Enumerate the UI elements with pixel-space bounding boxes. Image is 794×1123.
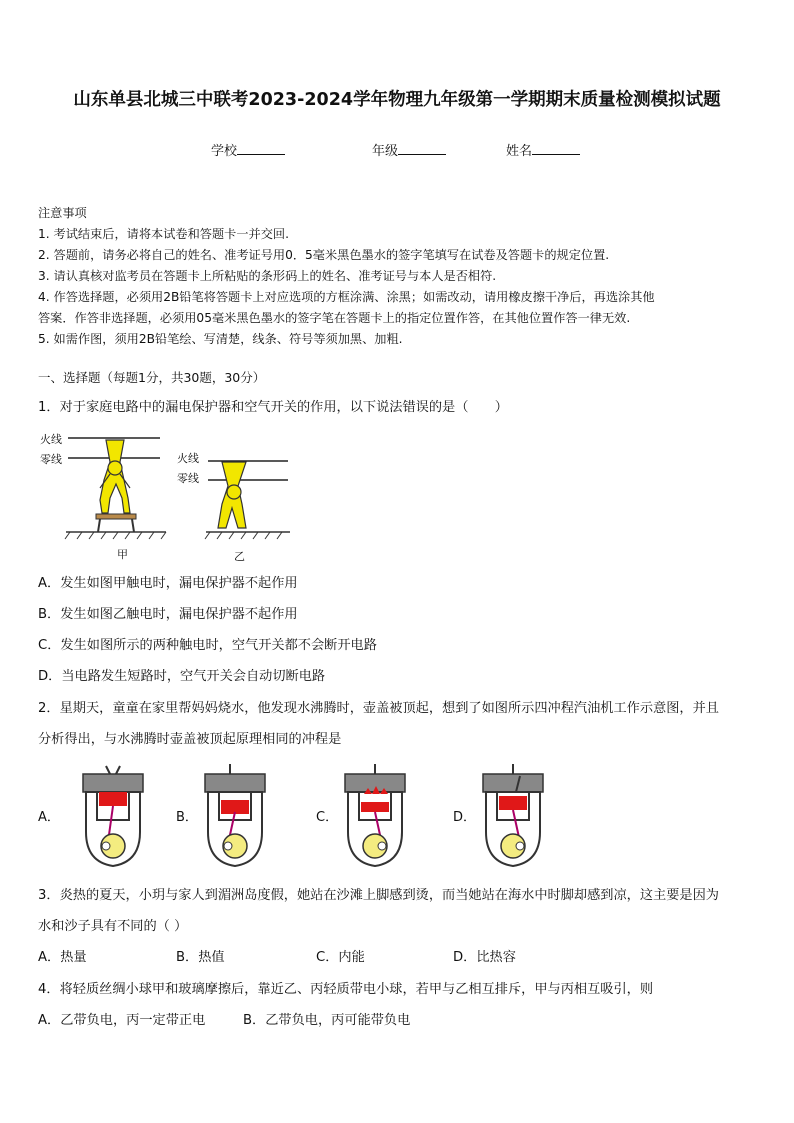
live-wire-label-a: 火线 xyxy=(40,433,62,446)
q4-stem: 4．将轻质丝绸小球甲和玻璃摩擦后，靠近乙、丙轻质带电小球，若甲与乙相互排斥，甲与丙相互吸引，则 xyxy=(38,982,654,997)
exam-title: 山东单县北城三中联考2023-2024学年物理九年级第一学期期末质量检测模拟试题 xyxy=(73,90,721,110)
q2-stem-line1: 2．星期天，童童在家里帮妈妈烧水，他发现水沸腾时，壶盖被顶起，想到了如图所示四冲程汽油机工作示意图，并且 xyxy=(38,701,719,716)
q3-stem-line1: 3．炎热的夏天，小玥与家人到湄洲岛度假，她站在沙滩上脚感到烫，而当她站在海水中时脚却感到凉，这主要是因为 xyxy=(38,888,719,903)
q3-option-c[interactable]: C．内能 xyxy=(316,950,365,965)
neutral-wire-label-a: 零线 xyxy=(40,453,62,466)
q1-option-d[interactable]: D．当电路发生短路时，空气开关会自动切断电路 xyxy=(38,669,326,684)
q1-option-c[interactable]: C．发生如图所示的两种触电时，空气开关都不会断开电路 xyxy=(38,638,377,653)
q1-stem: 1．对于家庭电路中的漏电保护器和空气开关的作用，以下说法错误的是（ ） xyxy=(38,400,508,415)
q1-option-b[interactable]: B．发生如图乙触电时，漏电保护器不起作用 xyxy=(38,607,298,622)
q3-option-a[interactable]: A．热量 xyxy=(38,950,87,965)
name-field[interactable] xyxy=(506,140,580,159)
note-item: 1. 考试结束后，请将本试卷和答题卡一并交回. xyxy=(38,227,289,241)
engine-diagram-a xyxy=(68,762,158,872)
neutral-wire-label-b: 零线 xyxy=(177,472,199,485)
note-item: 2. 答题前，请务必将自己的姓名、准考证号用0．5毫米黑色墨水的签字笔填写在试卷及答题卡的规定位置. xyxy=(38,248,610,262)
figure-label-a: 甲 xyxy=(117,548,128,561)
q2-option-c[interactable]: C． xyxy=(316,810,339,825)
note-item: 5. 如需作图，须用2B铅笔绘、写清楚，线条、符号等须加黑、加粗. xyxy=(38,332,403,346)
notes-heading: 注意事项 xyxy=(38,206,87,220)
note-item: 答案．作答非选择题，必须用05毫米黑色墨水的签字笔在答题卡上的指定位置作答，在其他位置作答一律无效. xyxy=(38,311,631,325)
q4-option-a[interactable]: A．乙带负电，丙一定带正电 xyxy=(38,1013,206,1028)
person-on-stool-icon xyxy=(96,440,136,532)
school-label: 学校 xyxy=(211,144,238,159)
q1-option-a[interactable]: A．发生如图甲触电时，漏电保护器不起作用 xyxy=(38,576,298,591)
live-wire-label-b: 火线 xyxy=(177,452,199,465)
q2-option-d[interactable]: D． xyxy=(453,810,477,825)
q3-option-d[interactable]: D．比热容 xyxy=(453,950,516,965)
q2-option-b[interactable]: B． xyxy=(176,810,198,825)
note-item: 4. 作答选择题，必须用2B铅笔将答题卡上对应选项的方框涂满、涂黑；如需改动，请用橡皮擦干净后，再选涂其他 xyxy=(38,290,655,304)
school-field[interactable] xyxy=(211,140,285,159)
q2-stem-line2: 分析得出，与水沸腾时壶盖被顶起原理相同的冲程是 xyxy=(38,732,342,747)
notes-block xyxy=(38,203,655,350)
q3-option-b[interactable]: B．热值 xyxy=(176,950,225,965)
name-label: 姓名 xyxy=(506,144,533,159)
person-standing-icon xyxy=(218,462,246,528)
grade-label: 年级 xyxy=(372,144,399,159)
section-heading: 一、选择题（每题1分，共30题，30分） xyxy=(38,370,266,385)
q2-option-a[interactable]: A． xyxy=(38,810,60,825)
engine-diagram-c xyxy=(330,762,420,872)
q4-option-b[interactable]: B．乙带负电，丙可能带负电 xyxy=(243,1013,411,1028)
figure-label-b: 乙 xyxy=(234,550,245,563)
engine-diagram-d xyxy=(468,762,558,872)
grade-field[interactable] xyxy=(372,140,446,159)
q3-stem-line2: 水和沙子具有不同的（ ） xyxy=(38,919,188,934)
engine-diagram-b xyxy=(190,762,280,872)
q1-figure xyxy=(38,428,298,563)
note-item: 3. 请认真核对监考员在答题卡上所粘贴的条形码上的姓名、准考证号与本人是否相符. xyxy=(38,269,497,283)
